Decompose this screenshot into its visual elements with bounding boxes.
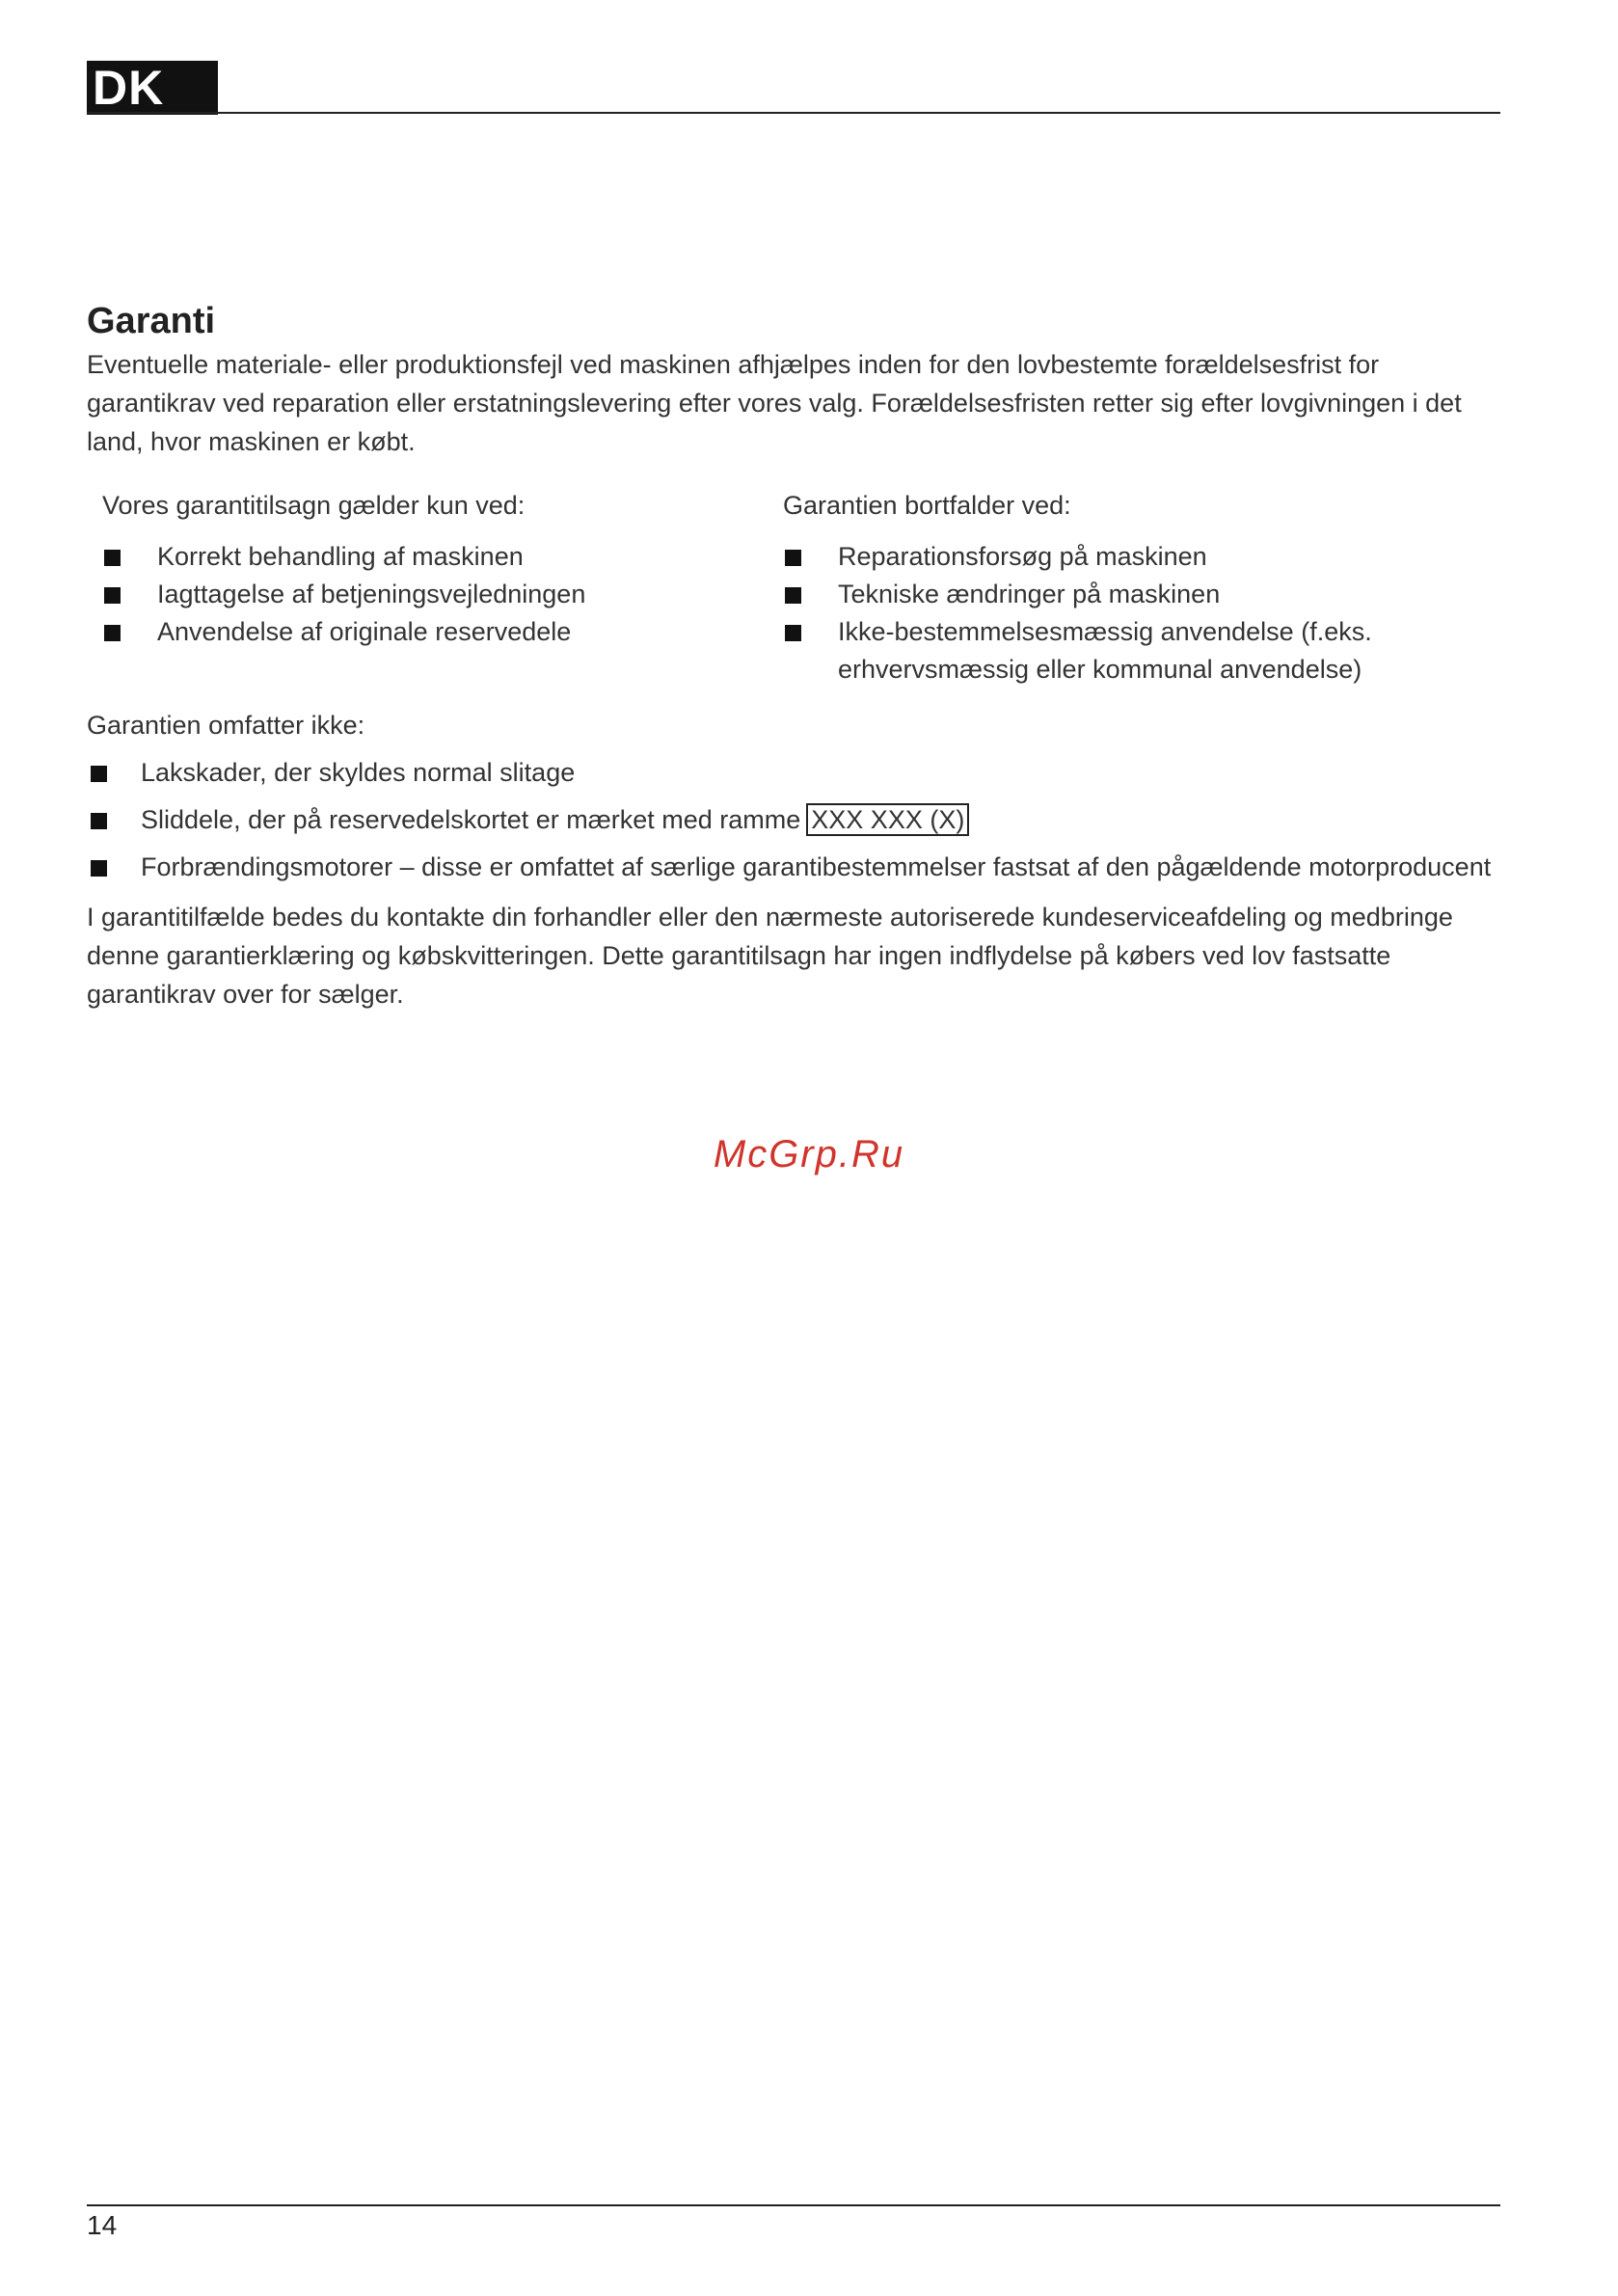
conditions-columns — [87, 486, 1504, 689]
valid-conditions — [87, 486, 783, 689]
excludes-list — [87, 754, 1504, 886]
void-conditions — [783, 486, 1464, 689]
language-tag: DK — [87, 61, 218, 115]
bullet-square-icon — [785, 587, 801, 604]
list-item: Anvendelse af originale reservedele — [102, 613, 783, 651]
valid-list — [102, 538, 783, 651]
watermark: McGrp.Ru — [713, 1133, 905, 1175]
list-item: Reparationsforsøg på maskinen — [783, 538, 1464, 576]
intro-paragraph: Eventuelle materiale- eller produktionsfejl ved maskinen afhjælpes inden for den lovbestemte forældelsesfrist for garantikrav ved reparation eller erstatningslevering efter vores valg. Forældelsesfristen retter sig efter lovgivningen i det land, hvor maskinen er købt. — [87, 350, 1462, 456]
footer-divider — [87, 2204, 1500, 2206]
bullet-square-icon — [91, 766, 107, 782]
list-item: Tekniske ændringer på maskinen — [783, 576, 1464, 613]
bullet-square-icon — [104, 550, 121, 566]
bullet-square-icon — [104, 625, 121, 641]
part-code-frame: XXX XXX (X) — [806, 803, 969, 836]
bullet-square-icon — [785, 625, 801, 641]
bullet-square-icon — [91, 860, 107, 877]
excludes-heading: Garantien omfatter ikke: — [87, 711, 365, 740]
list-item: Lakskader, der skyldes normal slitage — [87, 754, 1504, 792]
section-title: Garanti — [87, 301, 216, 341]
bullet-square-icon — [104, 587, 121, 604]
bullet-square-icon — [91, 813, 107, 829]
valid-heading: Vores garantitilsagn gælder kun ved: — [102, 491, 526, 520]
page-number: 14 — [87, 2210, 118, 2240]
list-item: Korrekt behandling af maskinen — [102, 538, 783, 576]
list-item: Iagttagelse af betjeningsvejledningen — [102, 576, 783, 613]
void-list — [783, 538, 1464, 689]
warranty-section — [87, 297, 1504, 1013]
list-item: Forbrændingsmotorer – disse er omfattet af særlige garantibestemmelser fastsat af den pågældende motorproducent — [87, 849, 1504, 886]
list-item: Sliddele, der på reservedelskortet er mærket med ramme XXX XXX (X) — [87, 801, 1504, 839]
void-heading: Garantien bortfalder ved: — [783, 491, 1071, 520]
header-divider — [87, 112, 1500, 114]
closing-paragraph: I garantitilfælde bedes du kontakte din forhandler eller den nærmeste autoriserede kundeserviceafdeling og medbringe denne garantierklæring og købskvitteringen. Dette garantitilsagn har ingen indflydelse på købers ved lov fastsatte garantikrav over for sælger. — [87, 903, 1453, 1009]
bullet-square-icon — [785, 550, 801, 566]
list-item: Ikke-bestemmelsesmæssig anvendelse (f.eks. erhvervsmæssig eller kommunal anvendelse) — [783, 613, 1464, 689]
